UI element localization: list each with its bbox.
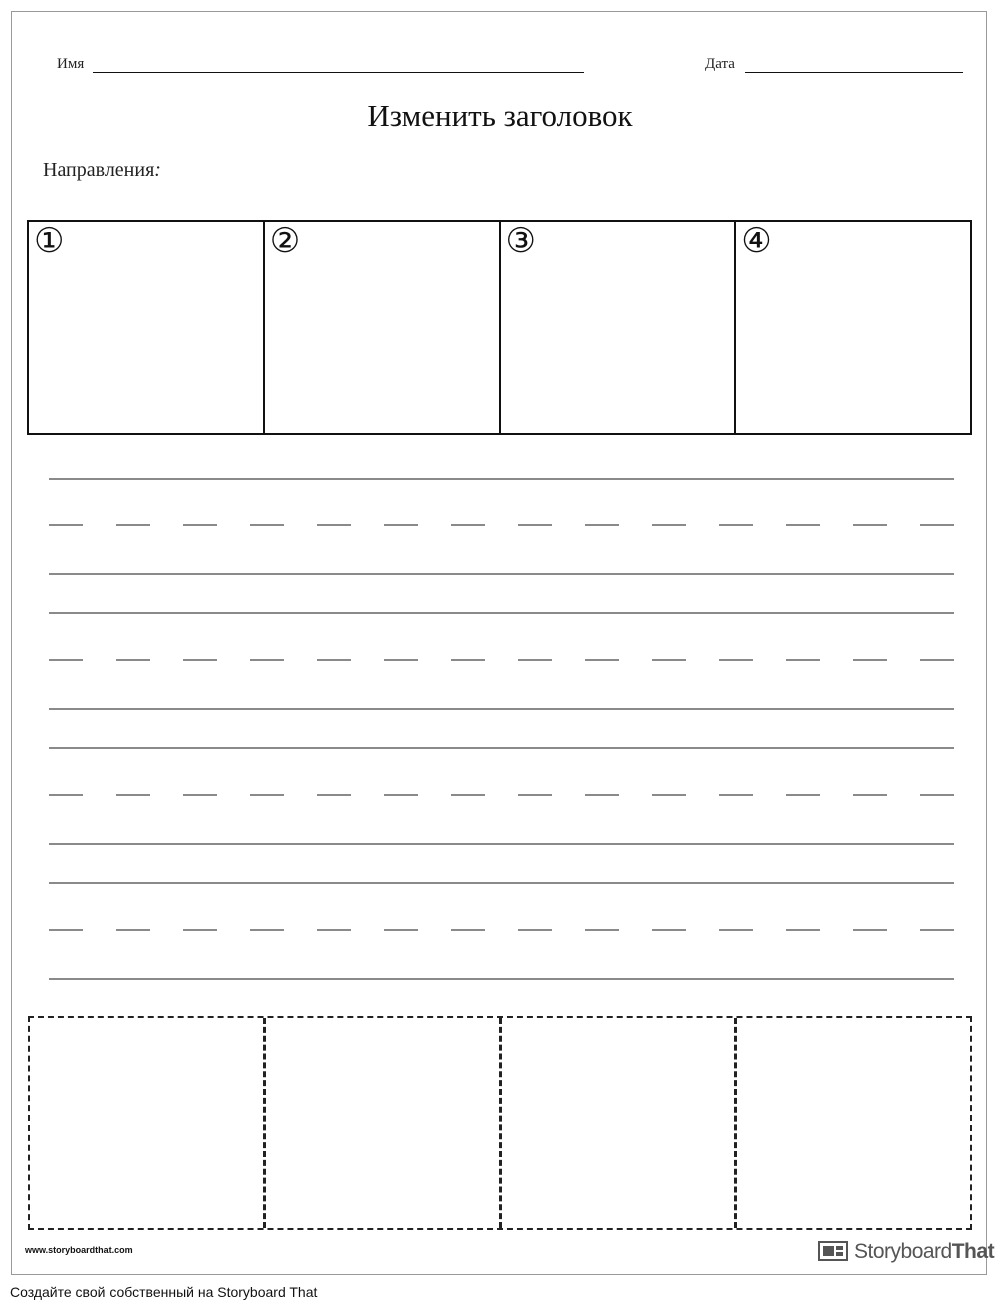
date-field-line[interactable] [745,72,963,73]
directions-text: Направления [43,159,155,181]
writing-line-base [49,978,954,980]
storyboard-panel-3[interactable] [501,222,737,433]
writing-line-top [49,612,954,614]
storyboard-panels [27,220,972,435]
panel-number-4: ④ [741,221,772,261]
writing-line-mid [49,794,954,796]
site-url[interactable]: www.storyboardthat.com [25,1245,133,1255]
storyboard-panel-2[interactable] [265,222,501,433]
date-label: Дата [705,56,735,72]
storyboard-panel-4[interactable] [736,222,970,433]
storyboardthat-logo[interactable] [818,1240,994,1264]
storyboard-panel-1[interactable] [29,222,265,433]
cut-out-box-1[interactable] [30,1018,266,1228]
name-label: Имя [57,56,85,72]
writing-line-top [49,478,954,480]
brand-name-part1: Storyboard [854,1240,952,1263]
cut-out-box-4[interactable] [737,1018,970,1228]
writing-line-base [49,708,954,710]
directions-label [43,159,161,182]
writing-line-top [49,747,954,749]
brand-name [854,1240,994,1264]
storyboard-logo-icon [818,1241,850,1263]
directions-colon: : [154,159,161,181]
page-title[interactable]: Изменить заголовок [367,98,633,133]
writing-line-base [49,843,954,845]
writing-line-mid [49,659,954,661]
writing-line-mid [49,929,954,931]
create-your-own-caption[interactable]: Создайте свой собственный на Storyboard That [10,1284,318,1300]
cut-out-boxes [28,1016,972,1230]
cut-out-box-3[interactable] [502,1018,738,1228]
name-field-line[interactable] [93,72,584,73]
writing-line-top [49,882,954,884]
worksheet-page [11,11,995,1275]
panel-number-3: ③ [505,221,536,261]
brand-name-part2: That [951,1240,995,1263]
panel-number-2: ② [269,221,301,261]
writing-line-base [49,573,954,575]
panel-number-1: ① [34,221,65,261]
writing-line-mid [49,524,954,526]
cut-out-box-2[interactable] [266,1018,502,1228]
